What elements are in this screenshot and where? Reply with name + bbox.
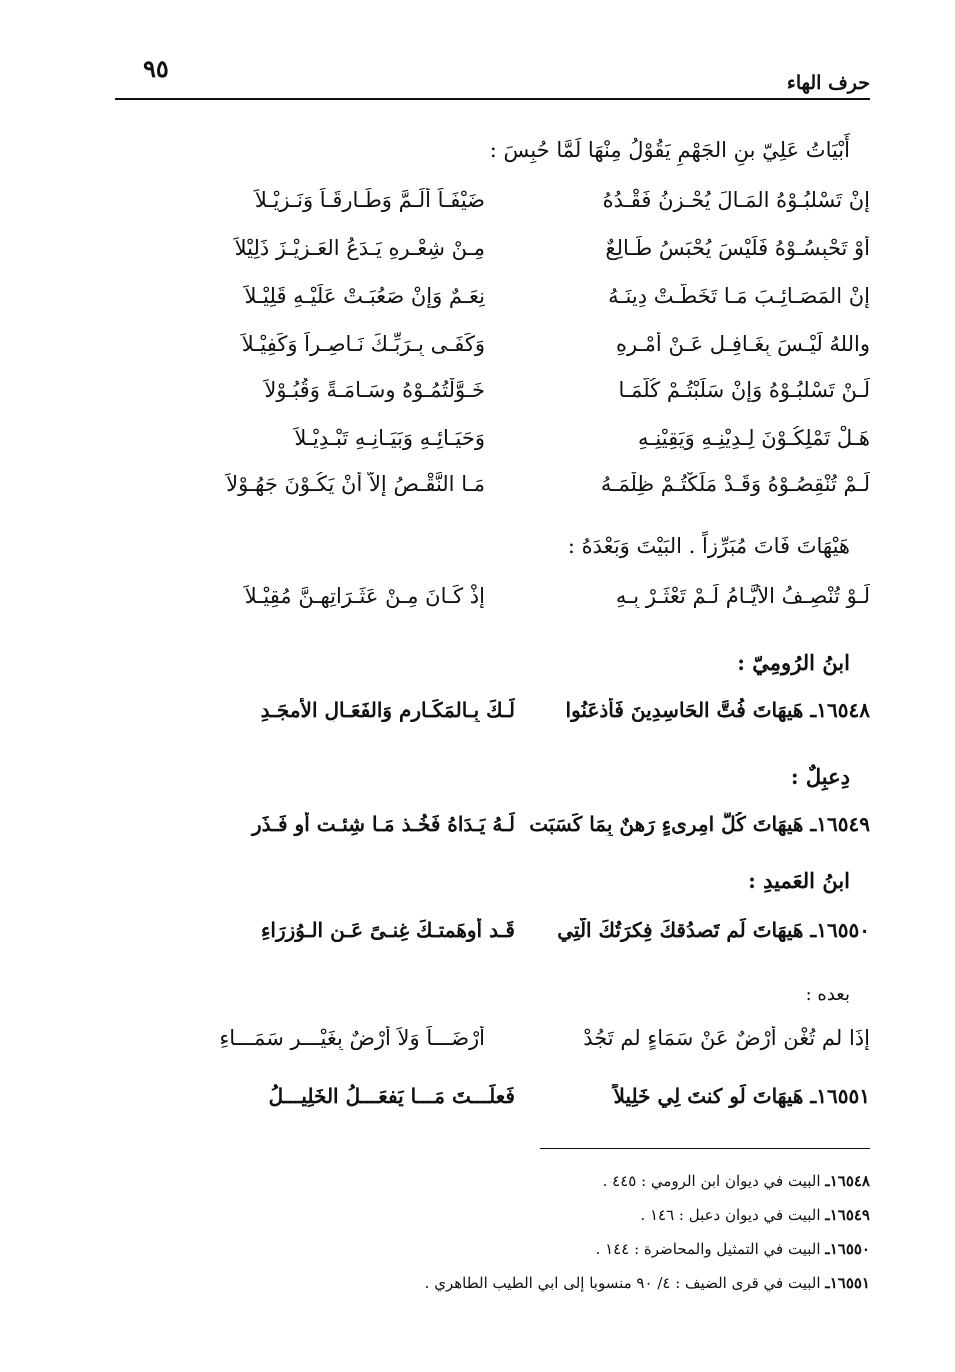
verse-line bbox=[115, 188, 870, 228]
poet-name: ابنُ العَميدِ : bbox=[748, 868, 850, 893]
footnote bbox=[200, 1206, 870, 1224]
second-hemistich: وَكَفَـى بِـرَبِّـكَ نَـاصِـراً وَكَفِيْـلاَ bbox=[241, 332, 485, 356]
second-hemistich: فَعلَـــتَ مَـــا يَفعَـــلُ الخَلِيـــلُ bbox=[268, 1084, 515, 1108]
first-hemistich: لَـمْ تُنْقِصُـوْهُ وَقَـدْ مَلَكْتُـمْ ظِلْمَـهُ bbox=[600, 472, 870, 496]
verse-line bbox=[115, 378, 870, 418]
footnote bbox=[200, 1240, 870, 1258]
poet-name: ابنُ الرُومِيّ : bbox=[737, 650, 850, 675]
first-hemistich: أَوْ تَحْبِسُـوْهُ فَلَيْسَ يُحْبَسُ طَـالِعٌ bbox=[605, 236, 870, 260]
numbered-verse bbox=[115, 812, 870, 852]
verse-line bbox=[115, 584, 870, 624]
verse-line bbox=[115, 472, 870, 512]
note-line: بعده : bbox=[805, 984, 850, 1005]
footnote-number: ١٦٥٥٠ـ bbox=[825, 1240, 870, 1258]
footnote-number: ١٦٥٤٩ـ bbox=[825, 1206, 870, 1224]
note-line: هَيْهَاتَ فَاتَ مُبَرِّزاً . البَيْتَ وَبَعْدَهُ : bbox=[567, 534, 850, 558]
first-hemistich: ١٦٥٤٨ـ هَيهَاتَ فُتَّ الحَاسِدِينَ فَأَذعَنُوا bbox=[565, 698, 870, 722]
footnote-divider bbox=[540, 1148, 870, 1149]
footnote-text: البيت في ديوان دعبل : ١٤٦ . bbox=[640, 1206, 821, 1224]
second-hemistich: لَـكَ بِـالمَكَـارِمِ وَالفَعَـالِ الأَمجَـدِ bbox=[260, 698, 515, 722]
second-hemistich: أَرْضَـــاً وَلاَ أَرْضٌ بِغَيْـــرِ سَمَـــاءِ bbox=[219, 1026, 485, 1050]
first-hemistich: لَـوْ تُنْصِـفُ الأَيَّـامُ لَـمْ تَعْثَـرْ بِـهِ bbox=[615, 584, 870, 608]
first-hemistich: هَـلْ تَمْلِكُـوْنَ لِـدِيْنِـهِ وَيَقِيْنِـهِ bbox=[638, 426, 870, 450]
second-hemistich: خَـوَّلْتُمُـوْهُ وسَـامَـةً وَقُبُـوْلاَ bbox=[264, 378, 485, 402]
verse-line bbox=[115, 332, 870, 372]
poet-name: دِعبِلٌ : bbox=[790, 764, 850, 789]
verse-line bbox=[115, 1026, 870, 1066]
second-hemistich: نِعَـمٌ وَإِنْ صَعُبَـتْ عَلَيْـهِ قَلِيْـلاَ bbox=[244, 284, 485, 308]
verse-line bbox=[115, 236, 870, 276]
first-hemistich: إِذَا لم تُغْنِ أَرْضٌ عَنْ سَمَاءٍ لم تَجُدْ bbox=[583, 1026, 870, 1050]
page-number: ٩٥ bbox=[143, 54, 169, 83]
chapter-title: حرف الهاء bbox=[786, 72, 870, 94]
second-hemistich: ضَيْفَـاً أَلَـمَّ وَطَـارِقَـاً وَنَـزِيْـلاَ bbox=[254, 188, 485, 212]
footnote-text: البيت في قرى الضيف : ٤/ ٩٠ منسوبا إلى ابي الطيب الطاهري . bbox=[424, 1274, 821, 1292]
verse-line bbox=[115, 284, 870, 324]
second-hemistich: مَـا النَّقْـصُ إِلاَّ أَنْ يَكُـوْنَ جَهُـوْلاَ bbox=[226, 472, 485, 496]
footnote-number: ١٦٥٥١ـ bbox=[825, 1274, 870, 1292]
numbered-verse bbox=[115, 918, 870, 958]
footnote-text: البيت في التمثيل والمحاضرة : ١٤٤ . bbox=[595, 1240, 821, 1258]
first-hemistich: ١٦٥٥٠ـ هَيهَاتَ لَم تَصدُقكَ فِكرَتُكَ الَّتِي bbox=[557, 918, 870, 942]
footnote-text: البيت في ديوان ابن الرومي : ٤٤٥ . bbox=[602, 1172, 821, 1190]
verse-line bbox=[115, 426, 870, 466]
footnote bbox=[200, 1172, 870, 1190]
page-header bbox=[115, 52, 870, 102]
first-hemistich: واللهُ لَيْـسَ بِغَـافِـلٍ عَـنْ أَمْـرِهِ bbox=[615, 332, 870, 356]
first-hemistich: لَـنْ تَسْلبُـوْهُ وَإِنْ سَلَبْتُـمْ كُلَّمَـا bbox=[618, 378, 870, 402]
second-hemistich: إِذْ كَـانَ مِـنْ عَثَـرَاتِهِـنَّ مُقِيْـلاَ bbox=[244, 584, 485, 608]
second-hemistich: مِـنْ شِعْـرِهِ يَـدَعُ العَـزِيْـزَ ذَلِيْلاَ bbox=[234, 236, 485, 260]
footnote-number: ١٦٥٤٨ـ bbox=[825, 1172, 870, 1190]
second-hemistich: وَحَيَـائِـهِ وَبَيَـانِـهِ تَبْـدِيْـلاَ bbox=[294, 426, 485, 450]
second-hemistich: قَـد أَوهَمتـكَ غِنـىً عَـنِ الـوُزرَاءِ bbox=[260, 918, 515, 942]
first-hemistich: إِنْ تَسْلبُـوْهُ المَـالَ يُحْـزِنُ فَقْـدُهُ bbox=[602, 188, 870, 212]
second-hemistich: لَـهُ يَـدَاهُ فَخُـذ مَـا شِئـت أَو فَـذَرِ bbox=[252, 812, 515, 836]
first-hemistich: ١٦٥٥١ـ هَيهَاتَ لَو كنتَ لِي خَلِيلاً bbox=[613, 1084, 870, 1108]
first-hemistich: ١٦٥٤٩ـ هَيهَاتَ كُلُّ امِرىءٍ رَهنٌ بِمَا كَسَبَت bbox=[529, 812, 870, 836]
numbered-verse bbox=[115, 1084, 870, 1124]
intro-line: أَبْيَاتُ عَلِيّ بنِ الجَهْمِ يَقُوْلُ مِنْهَا لَمَّا حُبِسَ : bbox=[489, 138, 850, 162]
numbered-verse bbox=[115, 698, 870, 738]
footnote bbox=[200, 1274, 870, 1292]
header-divider bbox=[115, 98, 870, 100]
first-hemistich: إِنْ المَصَـائِـبَ مَـا تَخَطَّـتْ دِينَـهُ bbox=[608, 284, 870, 308]
